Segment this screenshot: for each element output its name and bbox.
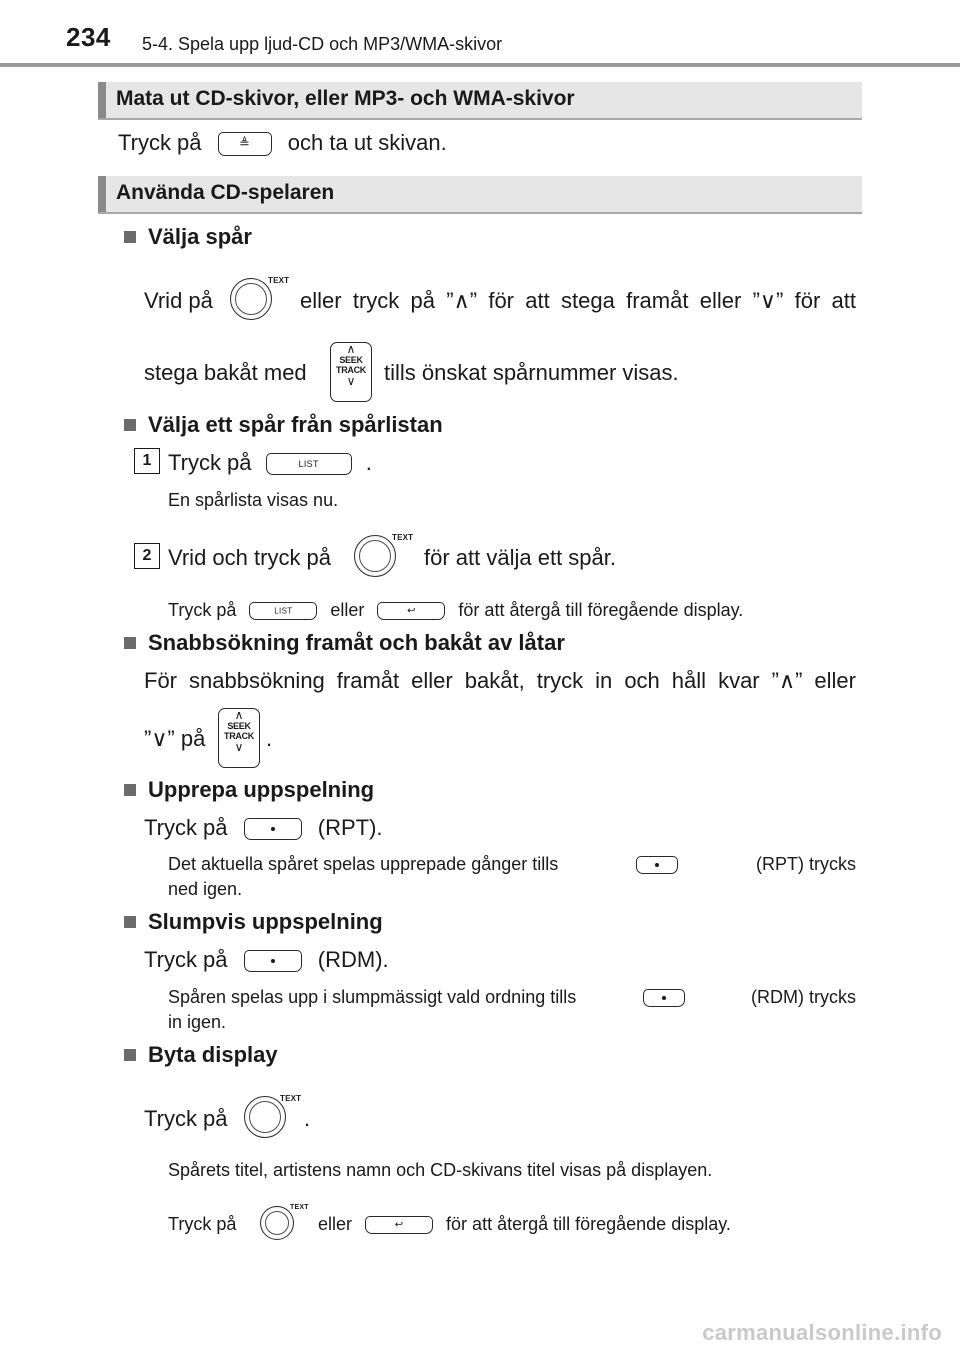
repeat-instruction: Tryck på (RPT). [144,815,383,840]
knob-icon [260,1206,294,1240]
chevron-up-icon: ∧ [234,708,244,722]
subheading-fast-search: Snabbsökning framåt och bakåt av låtar [124,630,565,656]
watermark: carmanualsonline.info [702,1320,942,1345]
display-note-2-pre: Tryck på [168,1214,237,1234]
subheading-select-track: Välja spår [124,224,252,250]
select-track-line-1-pre: Vrid på [144,288,213,313]
seek-track-button-icon: ∧ SEEK TRACK ∨ [330,342,372,402]
list-button-icon: LIST [249,602,317,620]
knob-text-label: TEXT [392,533,414,542]
repeat-note-line-2: ned igen. [168,879,243,899]
fast-search-line-2-pre: ”∨” på [144,726,206,751]
dot-icon [271,959,275,963]
step-1-note: En spårlista visas nu. [168,490,339,510]
step-number-2: 2 [134,543,160,569]
random-note-line-1: Spåren spelas upp i slumpmässigt vald ordning tills (RDM) trycks [168,987,856,1007]
knob-text-label: TEXT [290,1204,309,1211]
eject-instruction: Tryck på ≜ och ta ut skivan. [118,130,447,155]
eject-button-icon: ≜ [218,132,272,156]
display-note-2-rest: eller ↩ för att återgå till föregående display. [318,1214,731,1234]
dot-icon [662,996,666,1000]
subheading-random: Slumpvis uppspelning [124,909,383,935]
section-header-use-cd [98,176,862,214]
back-button-icon: ↩ [365,1216,433,1234]
step-2-post: för att välja ett spår. [424,545,616,570]
subheading-display: Byta display [124,1042,278,1068]
knob-icon [230,278,272,320]
select-track-line-2-pre: stega bakåt med [144,360,307,385]
track-list-note: Tryck på LIST eller ↩ för att återgå till föregående display. [168,600,744,620]
step-1-text: Tryck på LIST . [168,450,372,475]
random-note-line-2: in igen. [168,1012,227,1032]
display-note-1: Spårets titel, artistens namn och CD-skivans titel visas på displayen. [168,1160,713,1180]
subheading-track-list: Välja ett spår från spårlistan [124,412,443,438]
seek-track-button-icon: ∧ SEEK TRACK ∨ [218,708,260,768]
square-bullet-icon [124,637,136,649]
chevron-up-icon: ∧ [346,342,356,356]
dot-icon [271,827,275,831]
dot-icon [655,863,659,867]
step-2-pre: Vrid och tryck på [168,545,332,570]
knob-text-label: TEXT [268,276,290,285]
section-bar [98,82,106,118]
section-title: Mata ut CD-skivor, eller MP3- och WMA-skivor [116,87,575,110]
chevron-down-icon: ∨ [346,374,356,388]
select-track-line-2-post: tills önskat spårnummer visas. [384,360,679,385]
knob-text-label: TEXT [280,1094,302,1103]
section-title: Använda CD-spelaren [116,181,335,204]
page-number: 234 [66,22,111,52]
display-post: . [304,1106,311,1131]
square-bullet-icon [124,784,136,796]
preset-button-icon [643,989,685,1007]
header-rule [0,63,960,67]
square-bullet-icon [124,1049,136,1061]
display-pre: Tryck på [144,1106,228,1131]
fast-search-line-1: För snabbsökning framåt eller bakåt, tryck in och håll kvar ”∧” eller [144,668,856,693]
preset-button-icon [244,818,302,840]
section-bar [98,176,106,212]
square-bullet-icon [124,419,136,431]
chevron-down-icon: ∨ [234,740,244,754]
square-bullet-icon [124,231,136,243]
knob-icon [354,535,396,577]
preset-button-icon [244,950,302,972]
chapter-title: 5-4. Spela upp ljud-CD och MP3/WMA-skivor [142,34,503,54]
section-header-eject [98,82,862,120]
select-track-line-1-post: eller tryck på ”∧” för att stega framåt eller ”∨” för att [300,288,856,313]
random-instruction: Tryck på (RDM). [144,947,389,972]
subheading-repeat: Upprepa uppspelning [124,777,374,803]
square-bullet-icon [124,916,136,928]
back-button-icon: ↩ [377,602,445,620]
preset-button-icon [636,856,678,874]
step-number-1: 1 [134,448,160,474]
list-button-icon: LIST [266,453,352,475]
repeat-note-line-1: Det aktuella spåret spelas upprepade gånger tills (RPT) trycks [168,854,856,874]
fast-search-line-2-post: . [266,726,273,751]
